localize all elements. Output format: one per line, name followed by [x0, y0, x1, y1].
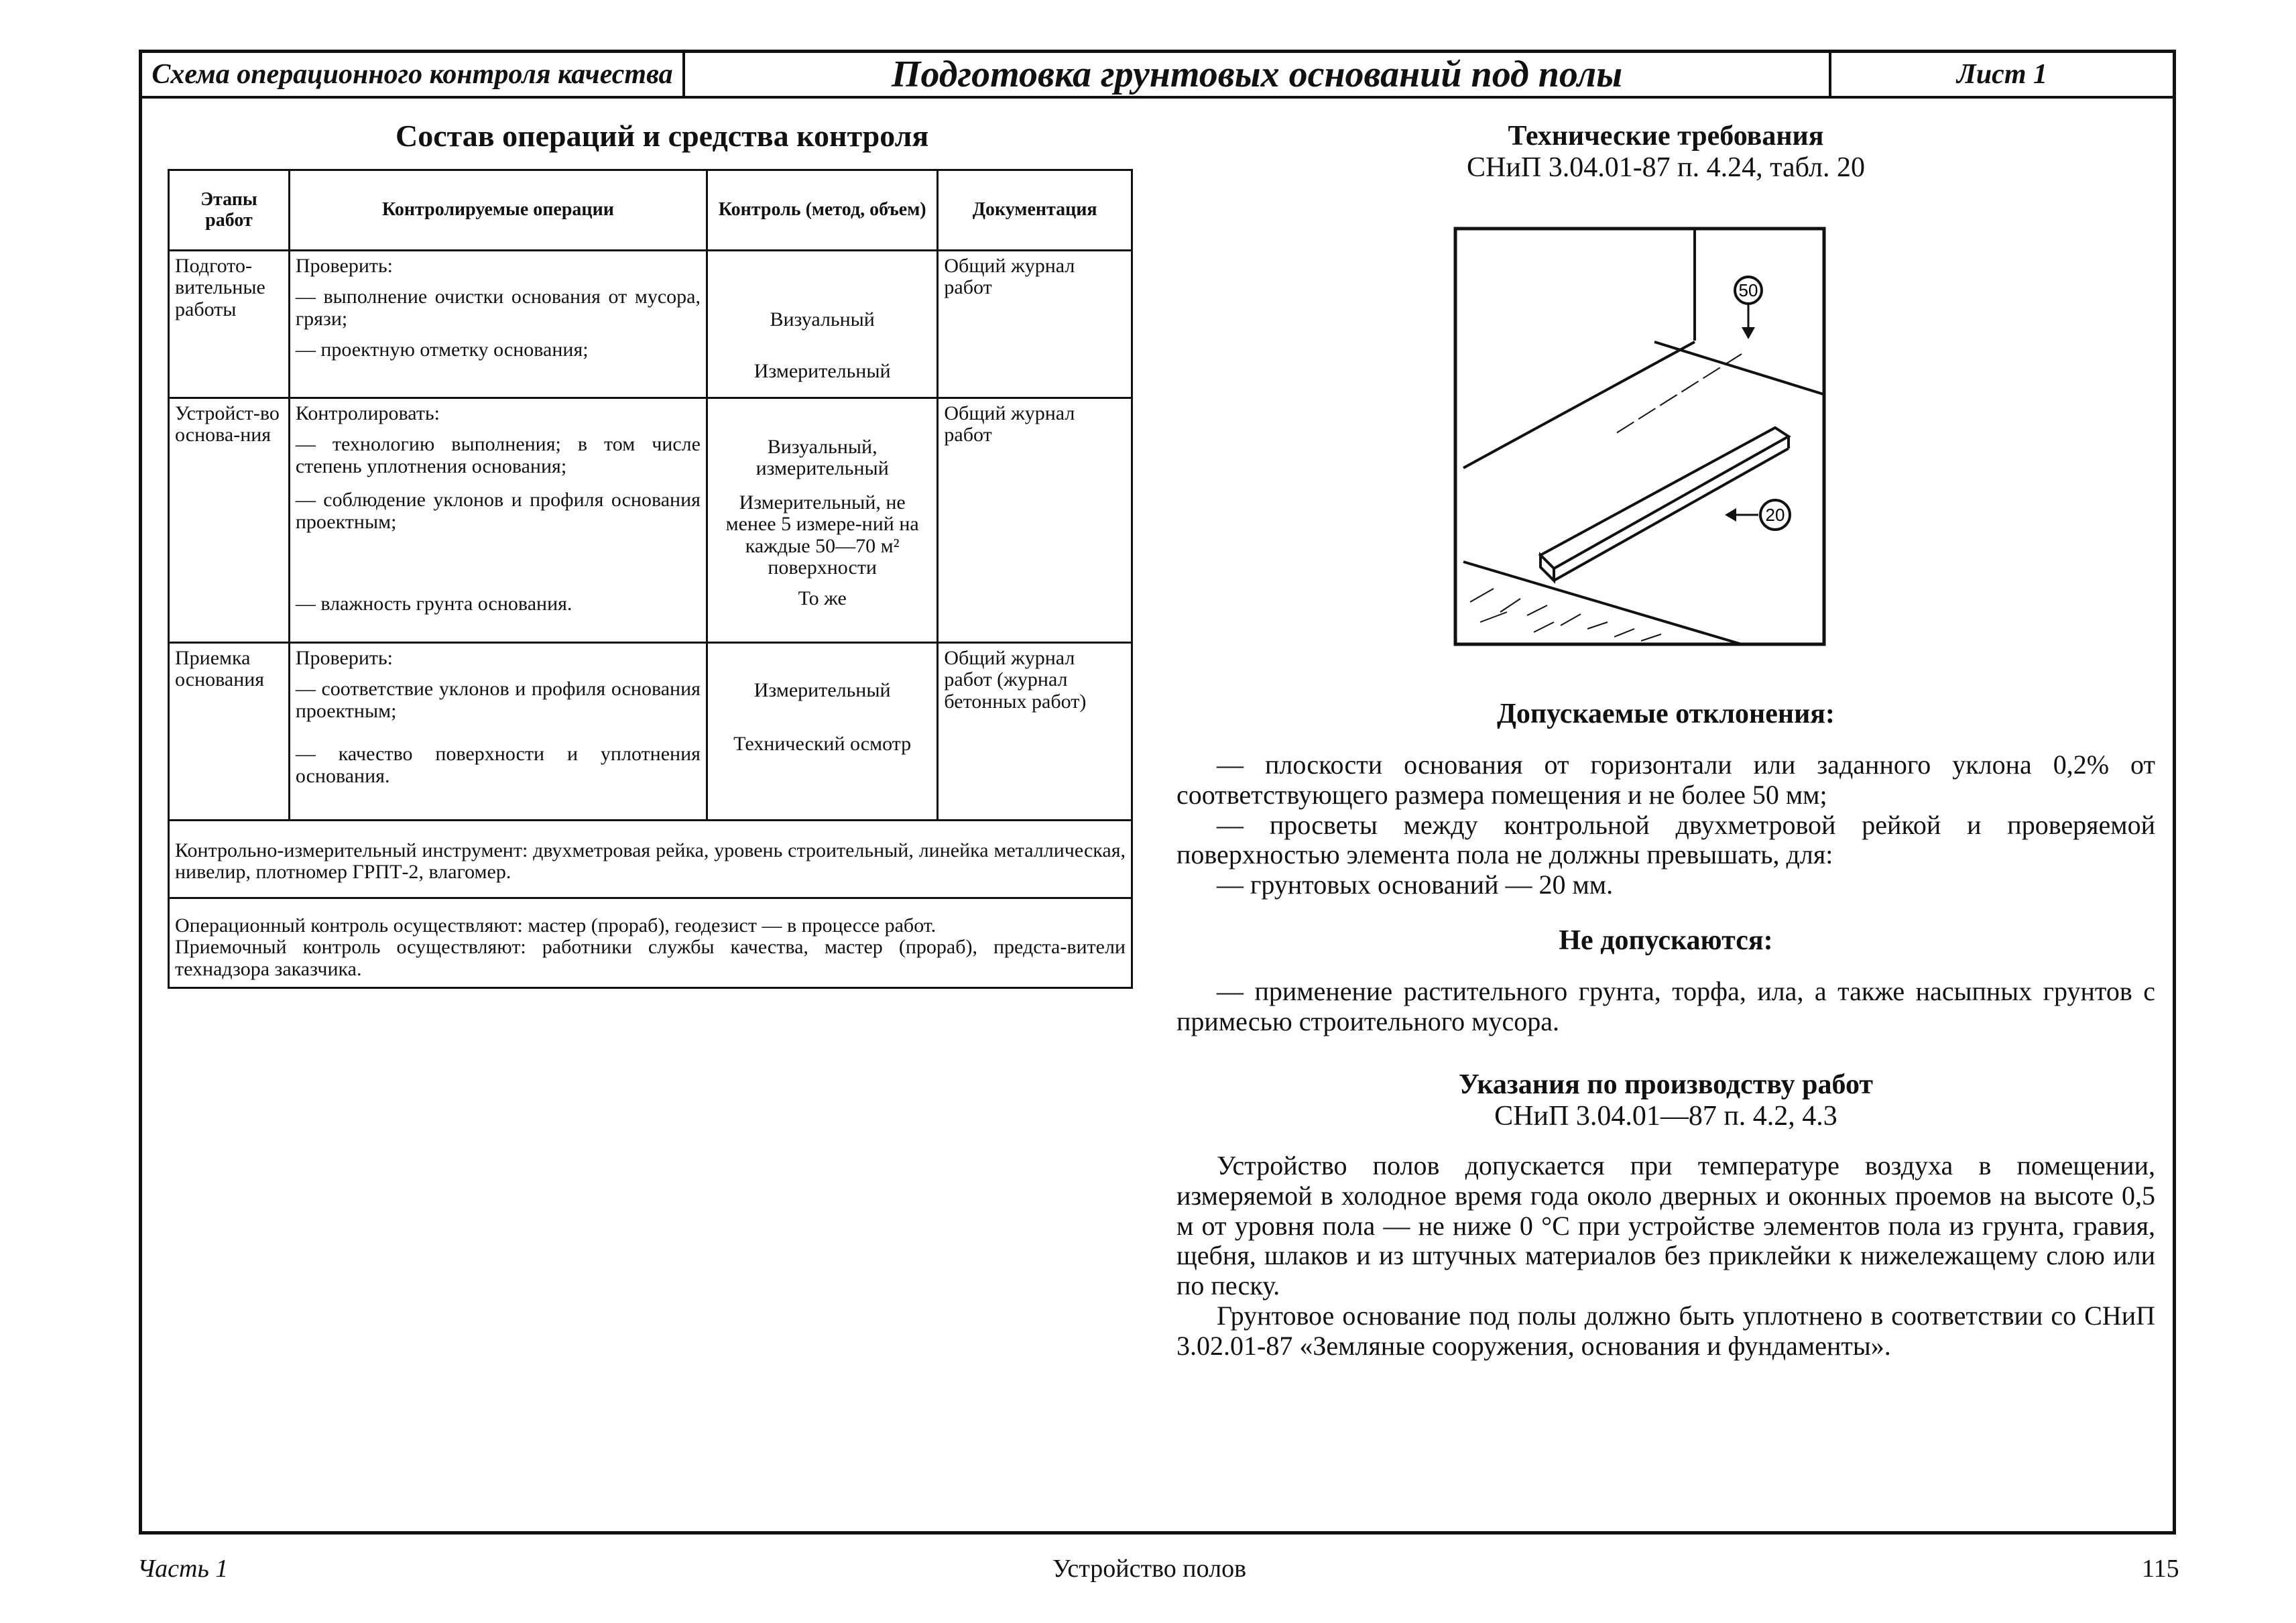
tech-reference: СНиП 3.04.01-87 п. 4.24, табл. 20 [1467, 152, 1865, 184]
control-item: Визуальный [770, 308, 875, 330]
table-header-row [169, 170, 1132, 251]
control-note-operational: Операционный контроль осуществляют: мастер (прораб), геодезист — в процессе работ. [175, 914, 936, 937]
col-header-operations: Контролируемые операции [289, 170, 707, 251]
col-header-control: Контроль (метод, объем) [707, 170, 937, 251]
operations-title: Состав операций и средства контроля [396, 119, 929, 153]
control-item: Измерительный [753, 679, 891, 701]
operations-cell [289, 643, 707, 821]
deviations-title: Допускаемые отклонения: [1497, 699, 1835, 729]
control-note-acceptance: Приемочный контроль осуществляют: работники службы качества, мастер (прораб), предста-вители технадзора заказчика. [175, 936, 1126, 980]
operation-item: — соответствие уклонов и профиля основания проектным; [295, 678, 701, 722]
prohibited-title: Не допускаются: [1559, 925, 1773, 956]
operations-cell [289, 251, 707, 398]
prohibited-block [1176, 925, 2155, 1037]
control-item: Измерительный, не менее 5 измере-ний на каждые 50—70 м² поверхности [725, 491, 919, 579]
docs-cell: Общий журнал работ (журнал бетонных работ) [938, 643, 1132, 821]
tech-title: Технические требования [1508, 121, 1824, 152]
work-instructions [1176, 1069, 2155, 1362]
marker-label-top: 50 [1738, 280, 1758, 300]
operation-item: — качество поверхности и уплотнения основания. [295, 743, 701, 787]
control-item: Технический осмотр [733, 733, 912, 756]
table-row [169, 643, 1132, 821]
page-number: 115 [2142, 1555, 2179, 1583]
table-row [169, 251, 1132, 398]
marker-label-side: 20 [1765, 505, 1785, 525]
control-item: Измерительный [753, 360, 891, 383]
header-title: Подготовка грунтовых оснований под полы [685, 53, 1831, 96]
deviations-block [1176, 699, 2155, 900]
work-title: Указания по производству работ [1458, 1069, 1874, 1100]
control-cell [707, 643, 937, 821]
header-sheet: Лист 1 [1957, 59, 2047, 90]
docs-cell: Общий журнал работ [938, 251, 1132, 398]
floor-base-figure [1453, 227, 1826, 646]
deviation-item: — плоскости основания от горизонтали или заданного уклона 0,2% от соответствующего размера помещения и не более 50 мм; [1176, 749, 2155, 810]
control-item: Визуальный, измерительный [756, 436, 889, 480]
operation-item: — соблюдение уклонов и профиля основания проектным; [295, 489, 701, 533]
deviation-item: — грунтовых оснований — 20 мм. [1217, 869, 1614, 900]
deviation-item: — просветы между контрольной двухметровой рейкой и проверяемой поверхностью элемента пола не должны превышать, для: [1176, 809, 2155, 870]
stage-cell: Приемка основания [169, 643, 290, 821]
stage-cell: Устройст-во основа-ния [169, 398, 290, 643]
instrument-note: Контрольно-измерительный инструмент: двухметровая рейка, уровень строительный, линейка металлическая, нивелир, плотномер ГРПТ-2, влагомер. [169, 821, 1132, 898]
control-cell [707, 251, 937, 398]
footer-part: Часть 1 [137, 1555, 229, 1583]
work-reference: СНиП 3.04.01—87 п. 4.2, 4.3 [1494, 1101, 1837, 1132]
operation-item: — технологию выполнения; в том числе степень уплотнения основания; [295, 433, 701, 477]
operations-cell [289, 398, 707, 643]
table-row [169, 398, 1132, 643]
table-row [169, 821, 1132, 898]
col-header-stage: Этапы работ [169, 170, 290, 251]
control-item: То же [798, 587, 847, 610]
operation-item: — влажность грунта основания. [295, 592, 572, 615]
header-bar [142, 53, 2173, 99]
stage-cell: Подгото-вительные работы [169, 251, 290, 398]
header-left: Схема операционного контроля качества [142, 53, 685, 96]
col-header-docs: Документация [938, 170, 1132, 251]
operations-intro: Проверить: [295, 647, 394, 669]
footer-section: Устройство полов [1052, 1555, 1247, 1583]
operations-table [168, 169, 1133, 989]
table-row [169, 898, 1132, 987]
operation-item: — проектную отметку основания; [295, 339, 589, 361]
operations-intro: Контролировать: [295, 402, 440, 424]
docs-cell: Общий журнал работ [938, 398, 1132, 643]
control-cell [707, 398, 937, 643]
operations-intro: Проверить: [295, 255, 394, 277]
work-paragraph: Устройство полов допускается при температуре воздуха в помещении, измеряемой в холодное время года около дверных и оконных проемов на высоте 0,5 м от уровня пола — не ниже 0 °С при устройстве элементов пола из грунта, гравия, щебня, шлаков и из штучных материалов без приклейки к нижележащему слою или по песку. [1176, 1150, 2155, 1301]
operation-item: — выполнение очистки основания от мусора, грязи; [295, 286, 701, 330]
work-paragraph: Грунтовое основание под полы должно быть уплотнено в соответствии со СНиП 3.02.01-87 «Земляные сооружения, основания и фундаменты». [1176, 1301, 2155, 1361]
tech-requirements [1176, 121, 2155, 184]
prohibited-item: — применение растительного грунта, торфа, ила, а также насыпных грунтов с примесью строительного мусора. [1176, 976, 2155, 1036]
control-note [169, 898, 1132, 987]
